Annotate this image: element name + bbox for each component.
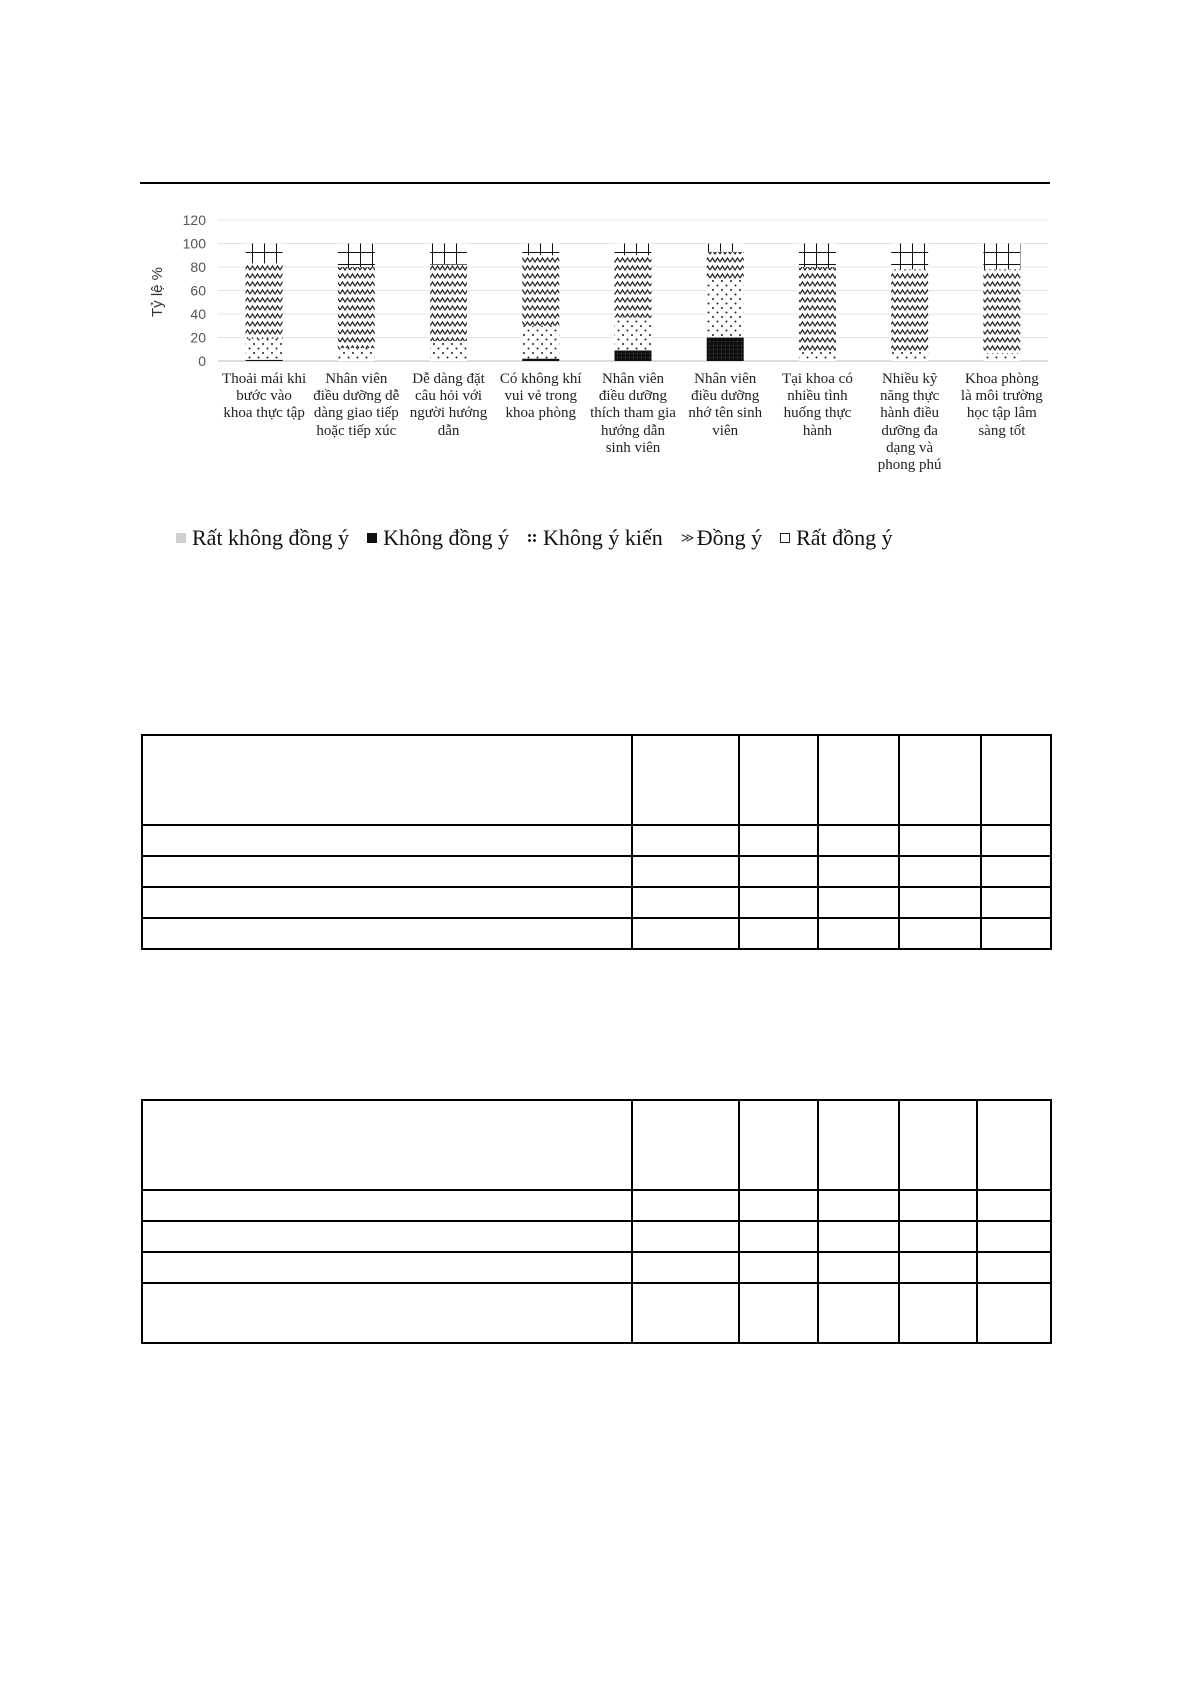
- bar-segment: [891, 269, 928, 351]
- table-1: [141, 734, 1052, 950]
- bar-segment: [983, 354, 1020, 361]
- bar-segment: [707, 252, 744, 280]
- bar-segment: [338, 244, 375, 268]
- legend-item: [367, 525, 509, 551]
- x-tick-label: Có không khí vui vẻ trong khoa phòng: [499, 371, 582, 422]
- y-tick-label: 80: [190, 259, 206, 275]
- x-tick-label: Khoa phòng là môi trường học tập lâm sàng tốt: [960, 371, 1043, 439]
- x-tick-label: Thoải mái khi bước vào khoa thực tập: [222, 371, 307, 422]
- legend-swatch: ≫: [680, 530, 695, 545]
- bar-segment: [246, 339, 283, 360]
- legend-label: Rất đồng ý: [796, 525, 893, 550]
- table-row: [142, 887, 1051, 918]
- x-tick-label: Tại khoa có nhiều tình huống thực hành: [782, 371, 853, 439]
- legend-label: Không đồng ý: [383, 525, 509, 550]
- bar-segment: [799, 267, 836, 352]
- stacked-bar-chart: [0, 0, 1192, 380]
- bar-segment: [983, 244, 1020, 270]
- legend-swatch: [527, 533, 537, 543]
- x-tick-label: Dễ dàng đặt câu hỏi với người hướng dẫn: [409, 371, 488, 439]
- bar-segment: [891, 244, 928, 270]
- bar-segment: [983, 269, 1020, 354]
- bar-segment: [799, 352, 836, 361]
- y-tick-label: 100: [182, 235, 206, 252]
- legend-item: [681, 525, 762, 551]
- legend-label: Rất không đồng ý: [192, 525, 350, 550]
- x-tick-label: Nhân viên điều dưỡng nhớ tên sinh viên: [688, 371, 763, 439]
- table-row: [142, 825, 1051, 856]
- legend: [176, 522, 911, 554]
- bar-segment: [707, 244, 744, 252]
- table-row: [142, 856, 1051, 887]
- bar-segment: [246, 263, 283, 338]
- bar-segment: [338, 348, 375, 361]
- bar-segment: [338, 267, 375, 348]
- bar-segment: [246, 244, 283, 264]
- table-2: [141, 1099, 1052, 1344]
- bar-segment: [615, 244, 652, 256]
- x-tick-label: Nhân viên điều dưỡng thích tham gia hướng dẫn sinh viên: [590, 371, 676, 456]
- bar-segment: [799, 244, 836, 268]
- table-row: [142, 1283, 1051, 1343]
- table-row: [142, 1221, 1051, 1252]
- table-row: [142, 1190, 1051, 1221]
- x-tick-label: Nhân viên điều dưỡng dễ dàng giao tiếp hoặc tiếp xúc: [313, 371, 400, 439]
- bar-segment: [615, 255, 652, 317]
- legend-item: [176, 525, 349, 551]
- bar-segment: [615, 318, 652, 351]
- bar-segment: [522, 359, 559, 361]
- bar-segment: [522, 326, 559, 359]
- bar-segment: [246, 360, 283, 361]
- table-row: [142, 1252, 1051, 1283]
- legend-item: [527, 525, 663, 551]
- legend-swatch: [780, 533, 790, 543]
- y-tick-label: 120: [182, 212, 206, 228]
- bar-segment: [430, 265, 467, 341]
- legend-swatch: [367, 533, 377, 543]
- y-tick-label: 60: [190, 282, 206, 299]
- bar-segment: [707, 338, 744, 362]
- table-header-row: [142, 735, 1051, 825]
- bar-segment: [522, 255, 559, 326]
- bar-segment: [891, 352, 928, 361]
- x-tick-label: Nhiều kỹ năng thực hành điều dưỡng đa dạng và phong phú: [877, 371, 942, 474]
- bar-segment: [615, 350, 652, 361]
- y-axis-label: Tỷ lệ %: [149, 266, 166, 318]
- table-row: [142, 918, 1051, 949]
- y-tick-label: 40: [190, 306, 206, 322]
- y-tick-label: 20: [190, 329, 206, 346]
- bar-segment: [522, 244, 559, 256]
- legend-item: [780, 525, 893, 551]
- legend-label: Không ý kiến: [542, 525, 663, 550]
- y-tick-label: 0: [198, 353, 206, 369]
- legend-label: Đồng ý: [696, 525, 763, 550]
- legend-swatch: [176, 533, 186, 543]
- bar-segment: [430, 341, 467, 361]
- table-header-row: [142, 1100, 1051, 1190]
- bar-segment: [430, 244, 467, 265]
- bar-segment: [707, 280, 744, 338]
